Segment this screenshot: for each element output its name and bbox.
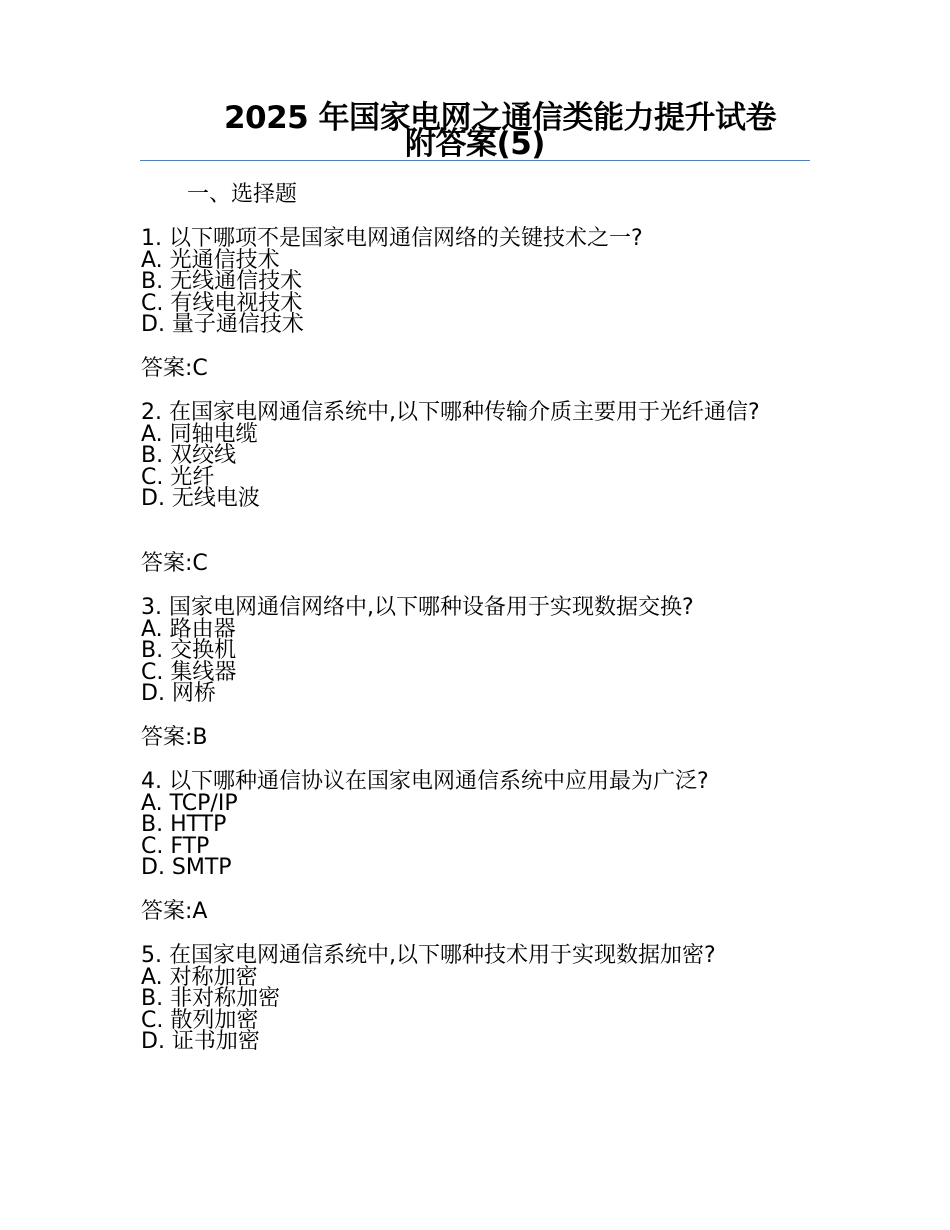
question-stem: 2. 在国家电网通信系统中,以下哪种传输介质主要用于光纤通信? — [141, 400, 760, 425]
title-divider — [140, 160, 810, 161]
question-3 — [141, 597, 801, 705]
option-c: C. 散列加密 — [141, 1007, 259, 1033]
question-4 — [141, 771, 801, 879]
document-title-line-2: 附答案(5) — [405, 126, 545, 162]
option-c: C. 光纤 — [141, 464, 215, 490]
document-title — [140, 100, 810, 162]
question-2 — [141, 402, 801, 510]
question-stem: 1. 以下哪项不是国家电网通信网络的关键技术之一? — [141, 226, 643, 251]
answer-1: 答案:C — [141, 356, 208, 381]
answer-3: 答案:B — [141, 725, 208, 750]
option-a: A. 光通信技术 — [141, 247, 280, 273]
option-d: D. 证书加密 — [141, 1029, 260, 1054]
option-d: D. 无线电波 — [141, 486, 260, 511]
option-b: B. 交换机 — [141, 638, 237, 663]
option-c: C. 集线器 — [141, 659, 237, 685]
question-5 — [141, 945, 801, 1053]
option-a: A. 对称加密 — [141, 964, 258, 990]
option-a: A. 路由器 — [141, 616, 236, 642]
option-c: C. 有线电视技术 — [141, 290, 303, 316]
option-b: B. 无线通信技术 — [141, 269, 303, 294]
answer-2: 答案:C — [141, 551, 208, 576]
question-stem: 3. 国家电网通信网络中,以下哪种设备用于实现数据交换? — [141, 595, 694, 620]
option-c: C. FTP — [141, 833, 210, 859]
option-a: A. TCP/IP — [141, 790, 238, 816]
answer-4: 答案:A — [141, 899, 208, 924]
option-d: D. 网桥 — [141, 681, 216, 706]
option-d: D. 量子通信技术 — [141, 312, 304, 337]
question-stem: 4. 以下哪种通信协议在国家电网通信系统中应用最为广泛? — [141, 769, 709, 794]
section-heading: 一、选择题 — [187, 182, 298, 207]
option-b: B. 双绞线 — [141, 443, 237, 468]
question-stem: 5. 在国家电网通信系统中,以下哪种技术用于实现数据加密? — [141, 943, 716, 968]
option-d: D. SMTP — [141, 855, 232, 880]
option-a: A. 同轴电缆 — [141, 421, 258, 447]
option-b: B. HTTP — [141, 812, 227, 837]
question-1 — [141, 228, 801, 336]
document-title-line-1: 2025 年国家电网之通信类能力提升试卷 — [223, 100, 777, 136]
option-b: B. 非对称加密 — [141, 986, 281, 1011]
